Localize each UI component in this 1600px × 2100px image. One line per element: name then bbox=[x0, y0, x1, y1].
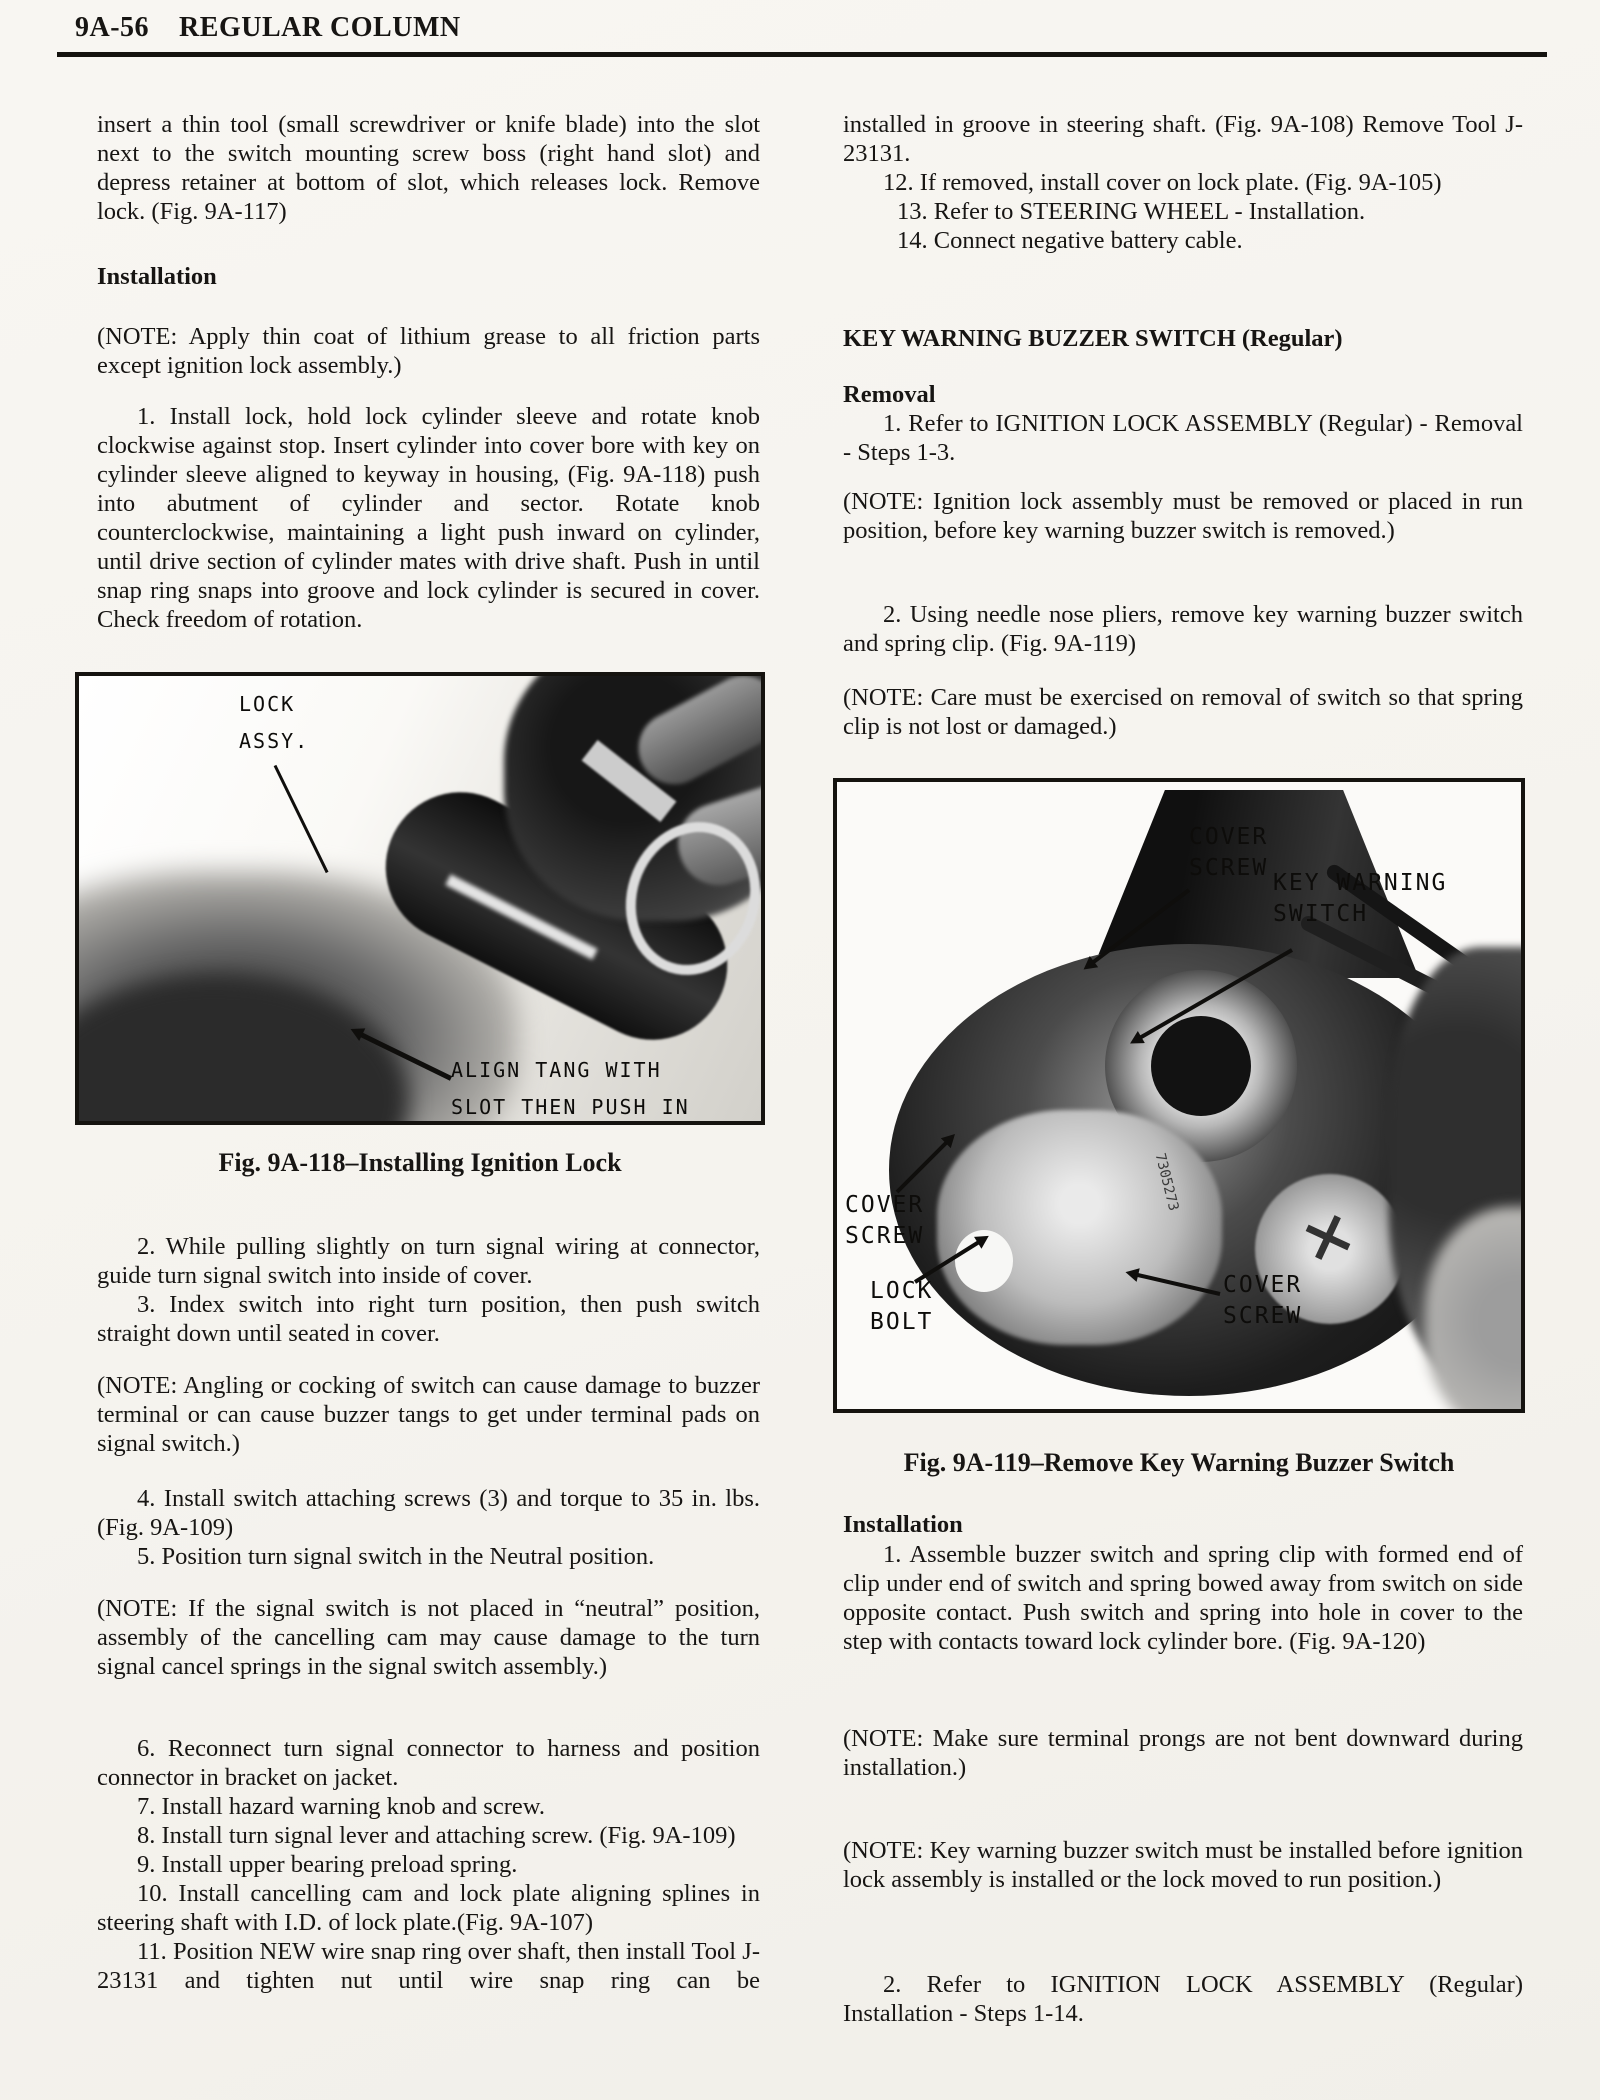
figure-9a-119-caption: Fig. 9A-119–Remove Key Warning Buzzer Switch bbox=[903, 1448, 1455, 1477]
left-note-grease bbox=[97, 322, 760, 380]
note-paragraph: (NOTE: Make sure terminal prongs are not bent downward during installation.) bbox=[843, 1725, 1523, 1781]
step-paragraph: 8. Install turn signal lever and attaching screw. (Fig. 9A-109) bbox=[137, 1822, 736, 1849]
right-removal-heading bbox=[843, 380, 936, 409]
step-paragraph: 11. Position NEW wire snap ring over shaft, then install Tool J-23131 and tighten nut until wire snap ring can be bbox=[97, 1938, 760, 1994]
left-step-1 bbox=[97, 402, 760, 634]
note-paragraph: (NOTE: Apply thin coat of lithium grease to all friction parts except ignition lock assembly.) bbox=[97, 323, 760, 379]
right-steps-11-14 bbox=[843, 110, 1523, 255]
header-rule bbox=[57, 52, 1547, 57]
step-paragraph: 1. Refer to IGNITION LOCK ASSEMBLY (Regular) - Removal - Steps 1-3. bbox=[843, 410, 1523, 466]
heading: KEY WARNING BUZZER SWITCH (Regular) bbox=[843, 325, 1343, 352]
right-install-step-1 bbox=[843, 1540, 1523, 1656]
casting-number-text: 7305273 bbox=[1151, 1151, 1182, 1213]
paragraph: insert a thin tool (small screwdriver or knife blade) into the slot next to the switch mounting screw boss (right hand slot) and depress retainer at bottom of slot, which releases lock. Remove lock. (Fig. 9A-117) bbox=[97, 111, 760, 225]
right-install-step-2 bbox=[843, 1970, 1523, 2028]
step-paragraph: 14. Connect negative battery cable. bbox=[897, 227, 1243, 254]
figure-label-key-warning-switch: KEY WARNING SWITCH bbox=[1273, 870, 1448, 927]
left-note-angling bbox=[97, 1371, 760, 1458]
note-paragraph: (NOTE: If the signal switch is not placed in “neutral” position, assembly of the cancelling cam may cause damage to the turn signal cancel springs in the signal switch assembly.) bbox=[97, 1595, 760, 1680]
step-paragraph: 4. Install switch attaching screws (3) and torque to 35 in. lbs. (Fig. 9A-109) bbox=[97, 1485, 760, 1541]
step-paragraph: 6. Reconnect turn signal connector to harness and position connector in bracket on jacket. bbox=[97, 1735, 760, 1791]
page-header bbox=[75, 12, 461, 44]
step-paragraph: 9. Install upper bearing preload spring. bbox=[137, 1851, 518, 1878]
right-note-prongs bbox=[843, 1724, 1523, 1782]
figure-label-lock-assy: LOCK ASSY. bbox=[239, 692, 310, 753]
heading: Installation bbox=[97, 263, 217, 290]
figure-9a-118-caption: Fig. 9A-118–Installing Ignition Lock bbox=[218, 1148, 622, 1177]
figure-9a-119 bbox=[833, 778, 1525, 1413]
right-installation-heading bbox=[843, 1510, 963, 1539]
photo-art-bright-sector bbox=[937, 1110, 1222, 1345]
page-number: 9A-56 bbox=[75, 12, 150, 43]
right-note-care bbox=[843, 683, 1523, 741]
right-removal-step-2 bbox=[843, 600, 1523, 658]
step-paragraph: 2. While pulling slightly on turn signal wiring at connector, guide turn signal switch into inside of cover. bbox=[97, 1233, 760, 1289]
step-paragraph: 7. Install hazard warning knob and screw. bbox=[137, 1793, 545, 1820]
step-paragraph: 12. If removed, install cover on lock plate. (Fig. 9A-105) bbox=[883, 169, 1442, 196]
note-paragraph: (NOTE: Care must be exercised on removal of switch so that spring clip is not lost or damaged.) bbox=[843, 684, 1523, 740]
heading: Removal bbox=[843, 381, 936, 408]
figure-label-cover-screw-right: COVER SCREW bbox=[1223, 1272, 1303, 1329]
step-paragraph: 2. Refer to IGNITION LOCK ASSEMBLY (Regular) Installation - Steps 1-14. bbox=[843, 1971, 1523, 2027]
heading: Installation bbox=[843, 1511, 963, 1538]
right-removal-step-1 bbox=[843, 409, 1523, 467]
note-paragraph: (NOTE: Key warning buzzer switch must be installed before ignition lock assembly is installed or the lock moved to run position.) bbox=[843, 1837, 1523, 1893]
step-paragraph: 2. Using needle nose pliers, remove key warning buzzer switch and spring clip. (Fig. 9A-119) bbox=[843, 601, 1523, 657]
step-paragraph: 1. Assemble buzzer switch and spring clip with formed end of clip under end of switch and spring bowed away from switch on side opposite contact. Push switch and spring into hole in cover to the step with contacts toward lock cylinder bore. (Fig. 9A-120) bbox=[843, 1541, 1523, 1655]
step-paragraph: 5. Position turn signal switch in the Neutral position. bbox=[137, 1543, 655, 1570]
step-paragraph: 1. Install lock, hold lock cylinder sleeve and rotate knob clockwise against stop. Insert cylinder into cover bore with key on cylinder sleeve aligned to keyway in housing, (Fig. 9A-118) push into abutment of cylinder and sector. Rotate knob counterclockwise, maintaining a light push inward on cylinder, until drive section of cylinder mates with drive shaft. Push in until snap ring snaps into groove and lock cylinder is secured in cover. Check freedom of rotation. bbox=[97, 403, 760, 633]
note-paragraph: (NOTE: Ignition lock assembly must be removed or placed in run position, before key warning buzzer switch is removed.) bbox=[843, 488, 1523, 544]
figure-9a-118 bbox=[75, 672, 765, 1125]
right-note-run-position bbox=[843, 487, 1523, 545]
note-paragraph: (NOTE: Angling or cocking of switch can cause damage to buzzer terminal or can cause buzzer tangs to get under terminal pads on signal switch.) bbox=[97, 1372, 760, 1457]
left-note-neutral bbox=[97, 1594, 760, 1681]
figure-label-align-tang: ALIGN TANG WITH SLOT THEN PUSH IN bbox=[451, 1058, 690, 1119]
left-steps-2-3 bbox=[97, 1232, 760, 1348]
figure-label-cover-screw-top: COVER SCREW bbox=[1189, 824, 1269, 881]
left-steps-6-11 bbox=[97, 1734, 760, 1995]
left-intro-paragraph bbox=[97, 110, 760, 226]
step-paragraph: 10. Install cancelling cam and lock plate aligning splines in steering shaft with I.D. of lock plate.(Fig. 9A-107) bbox=[97, 1880, 760, 1936]
left-steps-4-5 bbox=[97, 1484, 760, 1571]
page-section-title: REGULAR COLUMN bbox=[179, 12, 461, 43]
right-note-before bbox=[843, 1836, 1523, 1894]
photo-art-hub bbox=[1151, 1016, 1251, 1116]
right-buzzer-heading bbox=[843, 324, 1343, 353]
paragraph: installed in groove in steering shaft. (Fig. 9A-108) Remove Tool J-23131. bbox=[843, 111, 1523, 167]
figure-label-cover-screw-left: COVER SCREW bbox=[845, 1192, 925, 1249]
step-paragraph: 3. Index switch into right turn position, then push switch straight down until seated in cover. bbox=[97, 1291, 760, 1347]
step-paragraph: 13. Refer to STEERING WHEEL - Installation. bbox=[897, 198, 1366, 225]
left-installation-heading bbox=[97, 262, 217, 291]
figure-label-lock-bolt: LOCK BOLT bbox=[870, 1278, 934, 1335]
